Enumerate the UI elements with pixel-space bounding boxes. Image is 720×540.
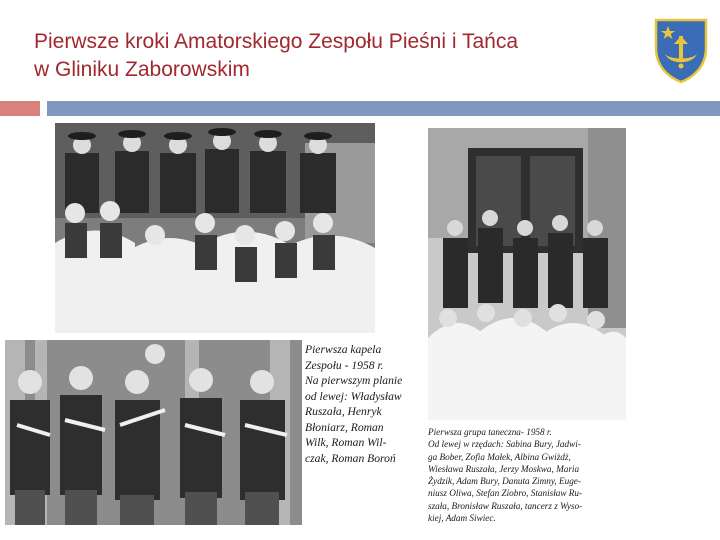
caption-line: Błoniarz, Roman [305,420,384,434]
caption-line: Żydzik, Adam Bury, Danuta Zimny, Euge- [428,476,581,487]
photo-dance-group-1958 [428,128,626,420]
caption-line: Pierwsza kapela [305,343,382,356]
caption-line: Pierwsza grupa taneczna- 1958 r. [428,427,552,437]
caption-line: Zespołu - 1958 r. [305,358,384,372]
accent-bar-blue [47,101,720,116]
caption-line: czak, Roman Boroń [305,451,396,465]
coat-of-arms-icon [650,14,712,84]
caption-line: Na pierwszym planie [305,374,403,387]
caption-line: Wiesława Ruszała, Jerzy Moskwa, Maria [428,463,580,474]
caption-line: Od lewej w rzędach: Sabina Bury, Jadwi- [428,439,581,450]
caption-line: szała, Bronisław Ruszała, tancerz z Wyso- [428,500,583,511]
slide-title [34,28,634,84]
caption-line: kiej, Adam Siwiec. [428,513,496,524]
photo-folk-group-costumes [55,123,375,333]
caption-line: od lewej: Władysław [305,389,402,403]
accent-bar-red [0,101,40,116]
caption-dance-group [428,426,628,524]
title-line-1: Pierwsze kroki Amatorskiego Zespołu Pieśni i Tańca [34,30,518,53]
caption-line: niusz Oliwa, Stefan Ziobro, Stanisław Ru- [428,488,583,499]
caption-first-band [305,342,427,466]
caption-line: ga Bober, Zofia Małek, Albina Gwiżdż, [428,451,571,462]
caption-line: Wilk, Roman Wil- [305,436,387,449]
title-line-2: w Gliniku Zaborowskim [34,58,250,81]
caption-line: Ruszała, Henryk [305,405,382,418]
photo-first-band-1958 [5,340,302,525]
